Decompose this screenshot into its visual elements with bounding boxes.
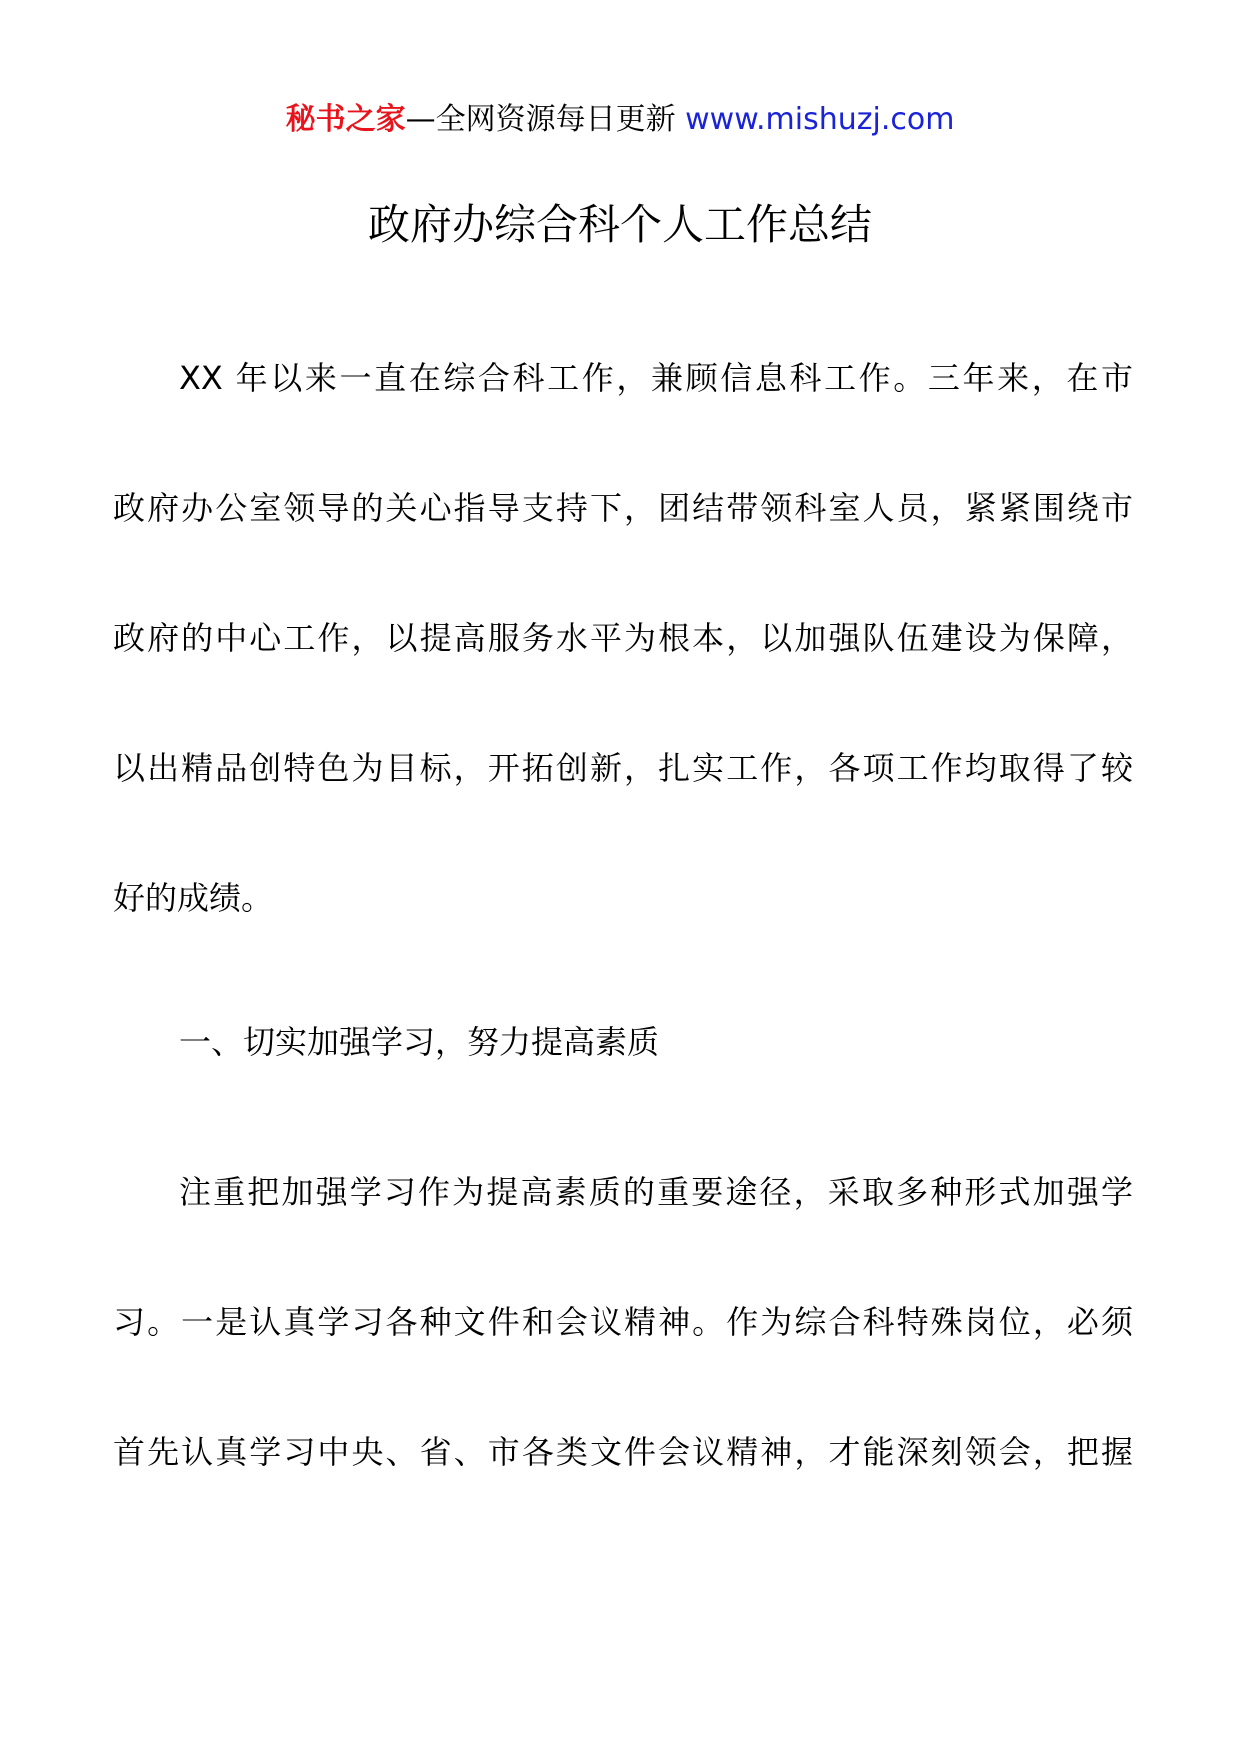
paragraph-line: 首先认真学习中央、省、市各类文件会议精神，才能深刻领会，把握 <box>113 1433 1133 1471</box>
document-title: 政府办综合科个人工作总结 <box>367 200 872 249</box>
site-header <box>0 100 1240 140</box>
paragraph-line: 政府办公室领导的关心指导支持下，团结带领科室人员，紧紧围绕市 <box>113 489 1133 527</box>
site-url-link[interactable]: www.mishuzj.com <box>685 102 955 137</box>
paragraph-line: 以出精品创特色为目标，开拓创新，扎实工作，各项工作均取得了较 <box>113 749 1133 787</box>
paragraph-line: 好的成绩。 <box>113 879 274 917</box>
paragraph-line: 注重把加强学习作为提高素质的重要途径，采取多种形式加强学 <box>179 1173 1133 1211</box>
paragraph-line: 政府的中心工作，以提高服务水平为根本，以加强队伍建设为保障， <box>113 619 1133 657</box>
brand-name: 秘书之家 <box>285 102 406 137</box>
paragraph-line: 习。一是认真学习各种文件和会议精神。作为综合科特殊岗位，必须 <box>113 1303 1133 1341</box>
paragraph-line: XX 年以来一直在综合科工作，兼顾信息科工作。三年来，在市 <box>179 359 1133 397</box>
section-heading: 一、切实加强学习，努力提高素质 <box>179 1023 660 1061</box>
header-tagline: —全网资源每日更新 <box>405 102 676 137</box>
